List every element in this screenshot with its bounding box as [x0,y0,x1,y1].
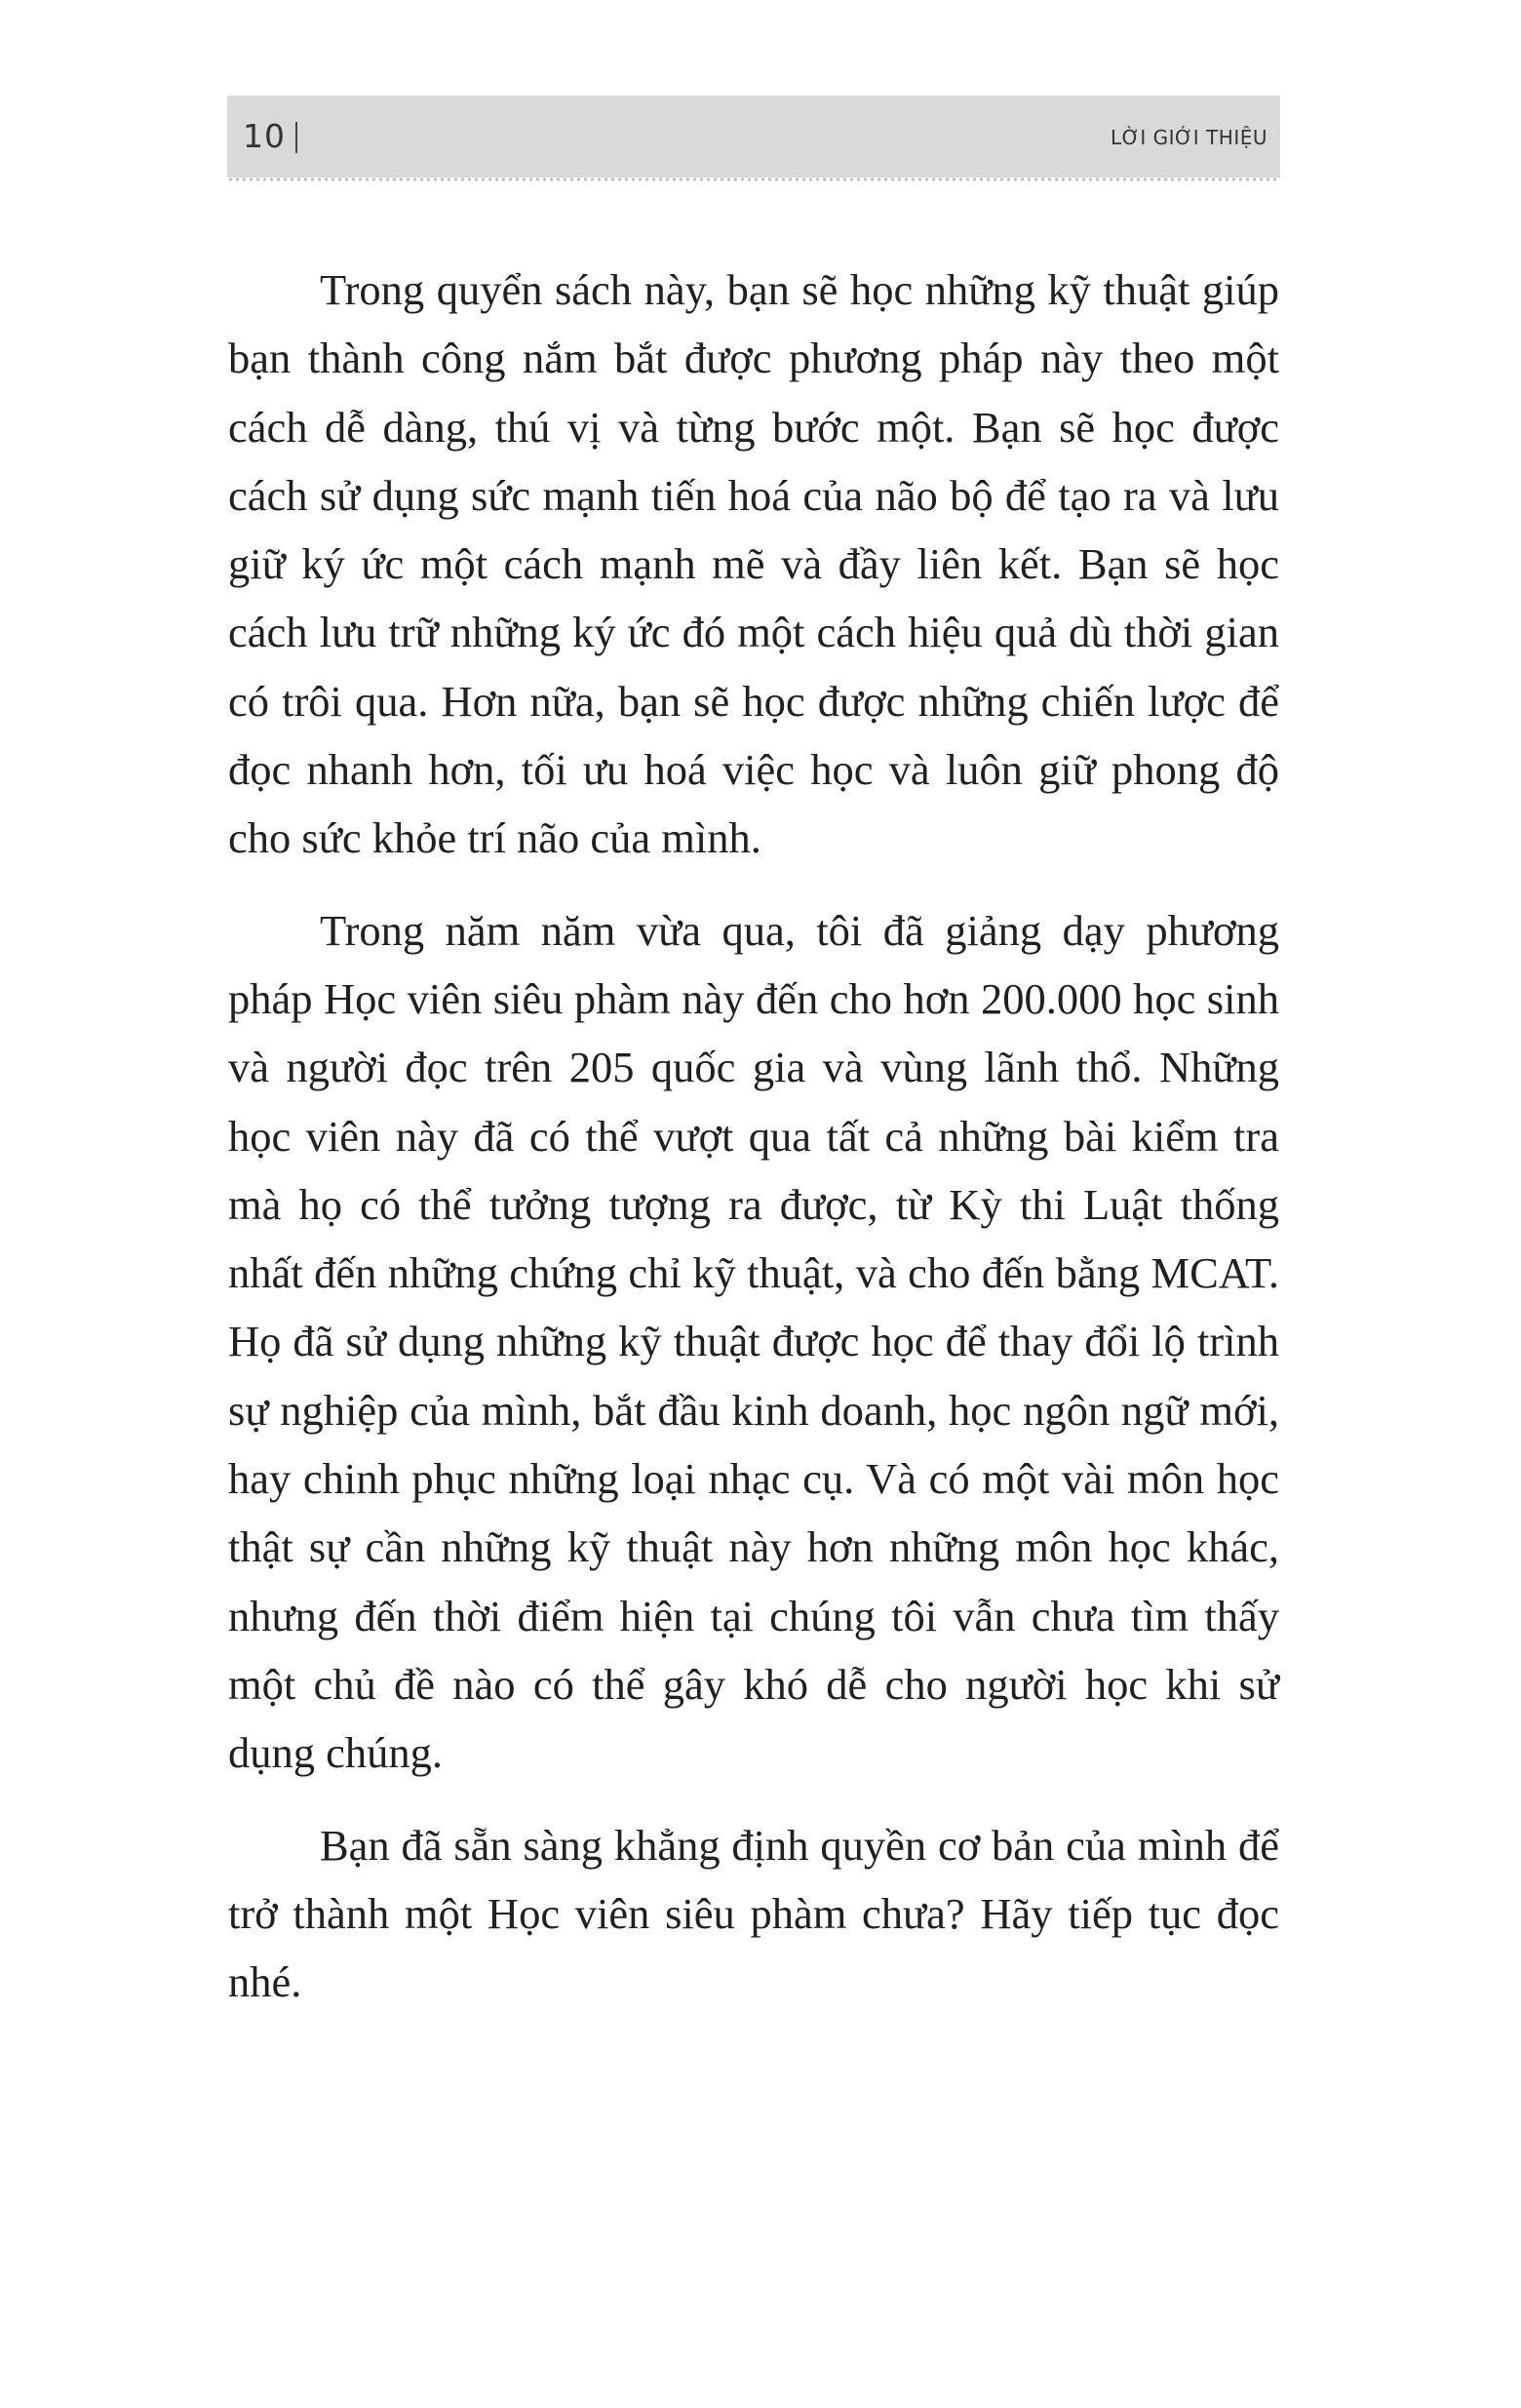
running-title: LỜI GIỚI THIỆU [1110,126,1268,149]
body-text [228,256,1279,2039]
paragraph-3: Bạn đã sẵn sàng khẳng định quyền cơ bản của mình để trở thành một Học viên siêu phàm chưa? Hãy tiếp tục đọc nhé. [228,1820,1279,2007]
paragraph-1: Trong quyển sách này, bạn sẽ học những kỹ thuật giúp bạn thành công nắm bắt được phương pháp này theo một cách dễ dàng, thú vị và từng bước một. Bạn sẽ học được cách sử dụng sức mạnh tiến hoá của não bộ để tạo ra và lưu giữ ký ức một cách mạnh mẽ và đầy liên kết. Bạn sẽ học cách lưu trữ những ký ức đó một cách hiệu quả dù thời gian có trôi qua. Hơn nữa, bạn sẽ học được những chiến lược để đọc nhanh hơn, tối ưu hoá việc học và luôn giữ phong độ cho sức khỏe trí não của mình. [228,265,1279,863]
paragraph-2: Trong năm năm vừa qua, tôi đã giảng dạy phương pháp Học viên siêu phàm này đến cho hơn 200.000 học sinh và người đọc trên 205 quốc gia và vùng lãnh thổ. Những học viên này đã có thể vượt qua tất cả những bài kiểm tra mà họ có thể tưởng tượng ra được, từ Kỳ thi Luật thống nhất đến những chứng chỉ kỹ thuật, và cho đến bằng MCAT. Họ đã sử dụng những kỹ thuật được học để thay đổi lộ trình sự nghiệp của mình, bắt đầu kinh doanh, học ngôn ngữ mới, hay chinh phục những loại nhạc cụ. Và có một vài môn học thật sự cần những kỹ thuật này hơn những môn học khác, nhưng đến thời điểm hiện tại chúng tôi vẫn chưa tìm thấy một chủ đề nào có thể gây khó dễ cho người học khi sử dụng chúng. [228,905,1279,1778]
page-number: 10 [243,117,286,155]
page-header [227,96,1280,178]
header-divider [295,122,297,153]
